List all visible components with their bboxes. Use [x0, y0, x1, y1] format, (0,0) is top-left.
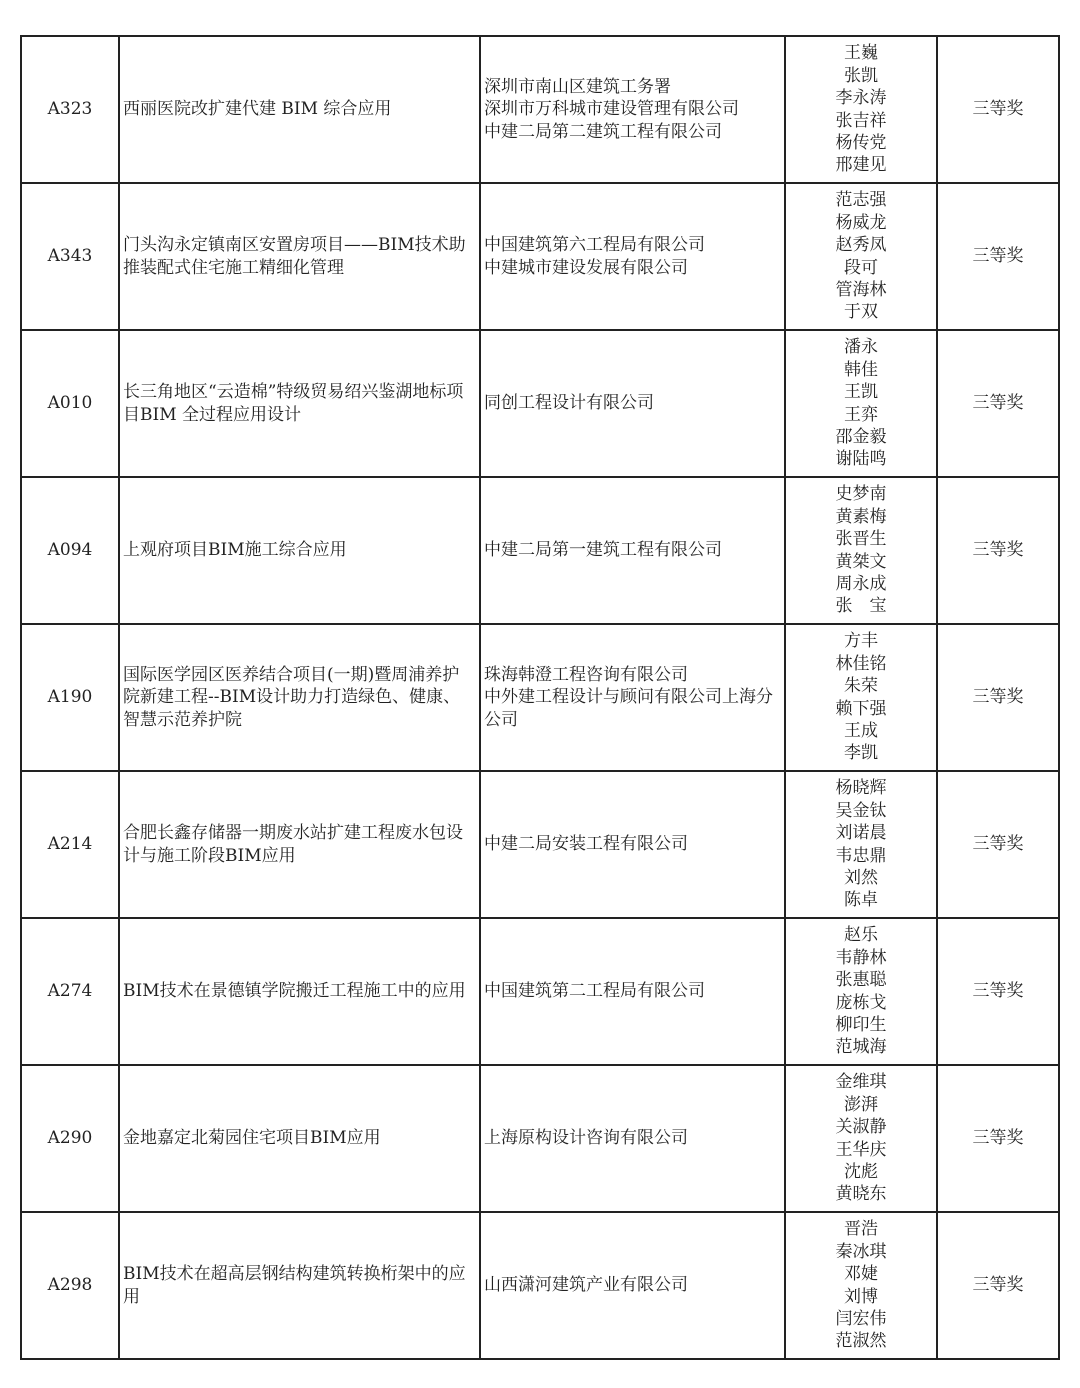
members-cell — [785, 183, 937, 330]
organization-cell — [480, 1065, 785, 1212]
organization-name: 中国建筑第二工程局有限公司 — [484, 981, 705, 1002]
member-name: 黄桀文 — [835, 551, 887, 572]
organization-cell — [480, 330, 785, 477]
project-name-cell: 合肥长鑫存储器一期废水站扩建工程废水包设计与施工阶段BIM应用 — [119, 771, 480, 918]
member-name: 范淑然 — [835, 1331, 887, 1352]
project-name-cell: 门头沟永定镇南区安置房项目——BIM技术助推装配式住宅施工精细化管理 — [119, 183, 480, 330]
member-name: 澎湃 — [844, 1094, 878, 1115]
members-cell — [785, 1065, 937, 1212]
organization-cell — [480, 477, 785, 624]
member-name: 赖下强 — [835, 698, 887, 719]
member-name: 韩佳 — [844, 359, 878, 380]
member-name: 邢建见 — [835, 155, 887, 176]
member-name: 杨晓辉 — [835, 778, 887, 799]
award-cell: 三等奖 — [937, 36, 1059, 183]
member-name: 韦忠鼎 — [835, 845, 887, 866]
organization-name: 深圳市南山区建筑工务署 — [484, 76, 671, 97]
entry-id-cell: A094 — [21, 477, 119, 624]
project-name-cell: 国际医学园区医养结合项目(一期)暨周浦养护院新建工程--BIM设计助力打造绿色、健康、智慧示范养护院 — [119, 624, 480, 771]
member-name: 刘然 — [844, 867, 878, 888]
entry-id-cell: A274 — [21, 918, 119, 1065]
member-name: 刘诺晨 — [835, 823, 887, 844]
member-name: 潘永 — [844, 337, 878, 358]
member-name: 范城海 — [835, 1037, 887, 1058]
award-cell: 三等奖 — [937, 1065, 1059, 1212]
organization-name: 中建二局第一建筑工程有限公司 — [484, 540, 722, 561]
project-name-cell: 西丽医院改扩建代建 BIM 综合应用 — [119, 36, 480, 183]
member-name: 黄晓东 — [835, 1184, 887, 1205]
organization-name: 中建二局第二建筑工程有限公司 — [484, 121, 722, 142]
organization-name: 同创工程设计有限公司 — [484, 393, 654, 414]
table-row — [21, 1065, 1059, 1212]
table-row — [21, 624, 1059, 771]
project-name-cell: 金地嘉定北菊园住宅项目BIM应用 — [119, 1065, 480, 1212]
member-name: 沈彪 — [844, 1161, 878, 1182]
member-name: 张惠聪 — [835, 970, 887, 991]
member-name: 李凯 — [844, 743, 878, 764]
award-cell: 三等奖 — [937, 183, 1059, 330]
award-cell: 三等奖 — [937, 1212, 1059, 1359]
organization-name: 中建二局安装工程有限公司 — [484, 834, 688, 855]
project-name-cell: 上观府项目BIM施工综合应用 — [119, 477, 480, 624]
member-name: 王凯 — [844, 382, 878, 403]
entry-id-cell: A010 — [21, 330, 119, 477]
organization-cell — [480, 36, 785, 183]
organization-cell — [480, 624, 785, 771]
member-name: 晋浩 — [844, 1219, 878, 1240]
member-name: 王成 — [844, 720, 878, 741]
member-name: 谢陆鸣 — [835, 449, 887, 470]
member-name: 张吉祥 — [835, 110, 887, 131]
entry-id-cell: A298 — [21, 1212, 119, 1359]
member-name: 史梦南 — [835, 484, 887, 505]
member-name: 林佳铭 — [835, 653, 887, 674]
member-name: 周永成 — [835, 573, 887, 594]
member-name: 韦静林 — [835, 947, 887, 968]
award-cell: 三等奖 — [937, 771, 1059, 918]
organization-name: 山西潇河建筑产业有限公司 — [484, 1275, 688, 1296]
member-name: 方丰 — [844, 631, 878, 652]
member-name: 段可 — [844, 257, 878, 278]
project-name-cell: BIM技术在景德镇学院搬迁工程施工中的应用 — [119, 918, 480, 1065]
member-name: 王弈 — [844, 404, 878, 425]
organization-name: 上海原构设计咨询有限公司 — [484, 1128, 688, 1149]
member-name: 关淑静 — [835, 1117, 887, 1138]
member-name: 吴金钛 — [835, 800, 887, 821]
organization-name: 珠海韩澄工程咨询有限公司 — [484, 664, 688, 685]
award-cell: 三等奖 — [937, 330, 1059, 477]
members-cell — [785, 36, 937, 183]
member-name: 王巍 — [844, 43, 878, 64]
member-name: 陈卓 — [844, 890, 878, 911]
member-name: 赵乐 — [844, 925, 878, 946]
table-row — [21, 918, 1059, 1065]
organization-cell — [480, 1212, 785, 1359]
member-name: 金维琪 — [835, 1072, 887, 1093]
members-cell — [785, 624, 937, 771]
organization-cell — [480, 771, 785, 918]
entry-id-cell: A323 — [21, 36, 119, 183]
entry-id-cell: A214 — [21, 771, 119, 918]
member-name: 黄素梅 — [835, 506, 887, 527]
table-row — [21, 330, 1059, 477]
member-name: 张 宝 — [835, 596, 887, 617]
award-cell: 三等奖 — [937, 918, 1059, 1065]
entry-id-cell: A190 — [21, 624, 119, 771]
project-name-cell: BIM技术在超高层钢结构建筑转换桁架中的应用 — [119, 1212, 480, 1359]
organization-cell — [480, 918, 785, 1065]
member-name: 秦冰琪 — [835, 1241, 887, 1262]
award-cell: 三等奖 — [937, 477, 1059, 624]
members-cell — [785, 477, 937, 624]
member-name: 李永涛 — [835, 88, 887, 109]
member-name: 庞栋戈 — [835, 992, 887, 1013]
member-name: 闫宏伟 — [835, 1308, 887, 1329]
member-name: 张晋生 — [835, 529, 887, 550]
award-cell: 三等奖 — [937, 624, 1059, 771]
table-row — [21, 1212, 1059, 1359]
table-row — [21, 36, 1059, 183]
member-name: 范志强 — [835, 190, 887, 211]
members-cell — [785, 771, 937, 918]
member-name: 杨传党 — [835, 132, 887, 153]
table-row — [21, 477, 1059, 624]
members-cell — [785, 918, 937, 1065]
member-name: 于双 — [844, 302, 878, 323]
entry-id-cell: A343 — [21, 183, 119, 330]
members-cell — [785, 330, 937, 477]
table-row — [21, 183, 1059, 330]
project-name-cell: 长三角地区“云造棉”特级贸易绍兴鉴湖地标项目BIM 全过程应用设计 — [119, 330, 480, 477]
member-name: 张凯 — [844, 65, 878, 86]
members-cell — [785, 1212, 937, 1359]
organization-name: 中外建工程设计与顾问有限公司上海分公司 — [484, 687, 773, 730]
organization-name: 深圳市万科城市建设管理有限公司 — [484, 99, 739, 120]
organization-cell — [480, 183, 785, 330]
organization-name: 中建城市建设发展有限公司 — [484, 257, 688, 278]
member-name: 柳印生 — [835, 1014, 887, 1035]
member-name: 邓婕 — [844, 1264, 878, 1285]
member-name: 王华庆 — [835, 1139, 887, 1160]
award-table — [20, 35, 1060, 1360]
entry-id-cell: A290 — [21, 1065, 119, 1212]
member-name: 杨威龙 — [835, 212, 887, 233]
member-name: 朱荣 — [844, 676, 878, 697]
member-name: 刘博 — [844, 1286, 878, 1307]
organization-name: 中国建筑第六工程局有限公司 — [484, 235, 705, 256]
member-name: 赵秀凤 — [835, 235, 887, 256]
member-name: 邵金毅 — [835, 426, 887, 447]
table-row — [21, 771, 1059, 918]
member-name: 管海林 — [835, 279, 887, 300]
